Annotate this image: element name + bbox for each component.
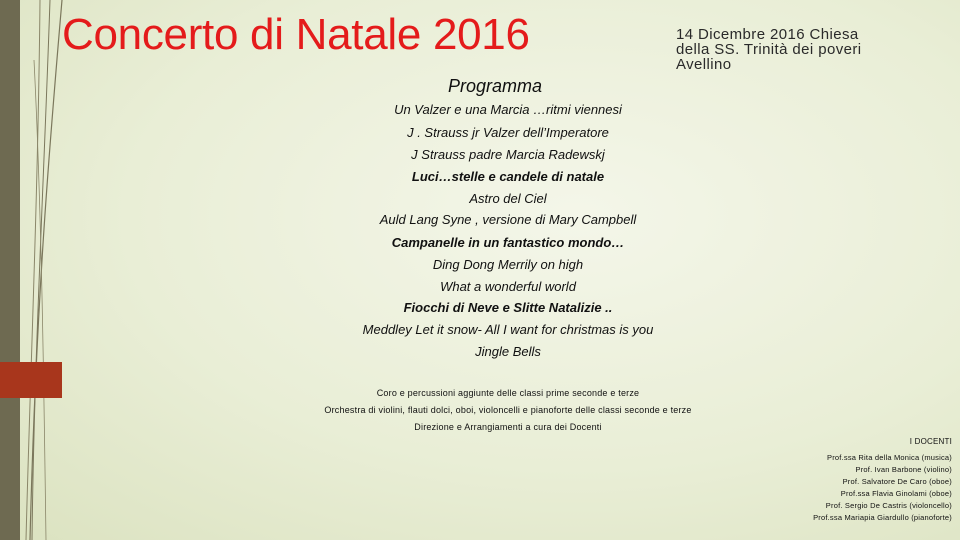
teachers-heading: I DOCENTI bbox=[909, 437, 952, 446]
teachers-list bbox=[652, 436, 952, 524]
program-item: J . Strauss jr Valzer dell’Imperatore bbox=[407, 125, 609, 140]
program-item: J Strauss padre Marcia Radewskj bbox=[411, 147, 605, 162]
event-date-location bbox=[676, 27, 916, 72]
program-item: Jingle Bells bbox=[475, 344, 541, 359]
note-line: Orchestra di violini, flauti dolci, oboi, violoncelli e pianoforte delle classi seconde e terze bbox=[324, 405, 692, 415]
program-title: Programma bbox=[448, 76, 543, 96]
program-item: Un Valzer e una Marcia …ritmi viennesi bbox=[394, 102, 622, 117]
program-item: Meddley Let it snow- All I want for christmas is you bbox=[362, 322, 654, 337]
program-item: What a wonderful world bbox=[440, 279, 576, 294]
program-item: Campanelle in un fantastico mondo… bbox=[391, 235, 625, 250]
program-item: Astro del Ciel bbox=[469, 191, 547, 206]
date-line: 14 Dicembre 2016 Chiesa bbox=[676, 26, 859, 43]
program-item: Fiocchi di Neve e Slitte Natalizie .. bbox=[403, 300, 613, 315]
program-item: Luci…stelle e candele di natale bbox=[411, 169, 605, 184]
teacher-entry: Prof.ssa Flavia Ginolami (oboe) bbox=[840, 489, 952, 498]
note-line: Coro e percussioni aggiunte delle classi prime seconde e terze bbox=[376, 388, 640, 398]
teacher-entry: Prof. Salvatore De Caro (oboe) bbox=[842, 477, 952, 486]
program-item: Ding Dong Merrily on high bbox=[432, 257, 584, 272]
date-line: Avellino bbox=[676, 56, 732, 73]
teacher-entry: Prof.ssa Mariapia Giardullo (pianoforte) bbox=[813, 513, 952, 522]
date-line: della SS. Trinità dei poveri bbox=[676, 41, 862, 58]
teacher-entry: Prof. Ivan Barbone (violino) bbox=[855, 465, 952, 474]
teacher-entry: Prof. Sergio De Castris (violoncello) bbox=[825, 501, 952, 510]
program-item: Auld Lang Syne , versione di Mary Campbell bbox=[379, 212, 637, 227]
page-title: Concerto di Natale 2016 bbox=[62, 10, 530, 59]
teacher-entry: Prof.ssa Rita della Monica (musica) bbox=[827, 453, 952, 462]
note-line: Direzione e Arrangiamenti a cura dei Docenti bbox=[414, 422, 602, 432]
